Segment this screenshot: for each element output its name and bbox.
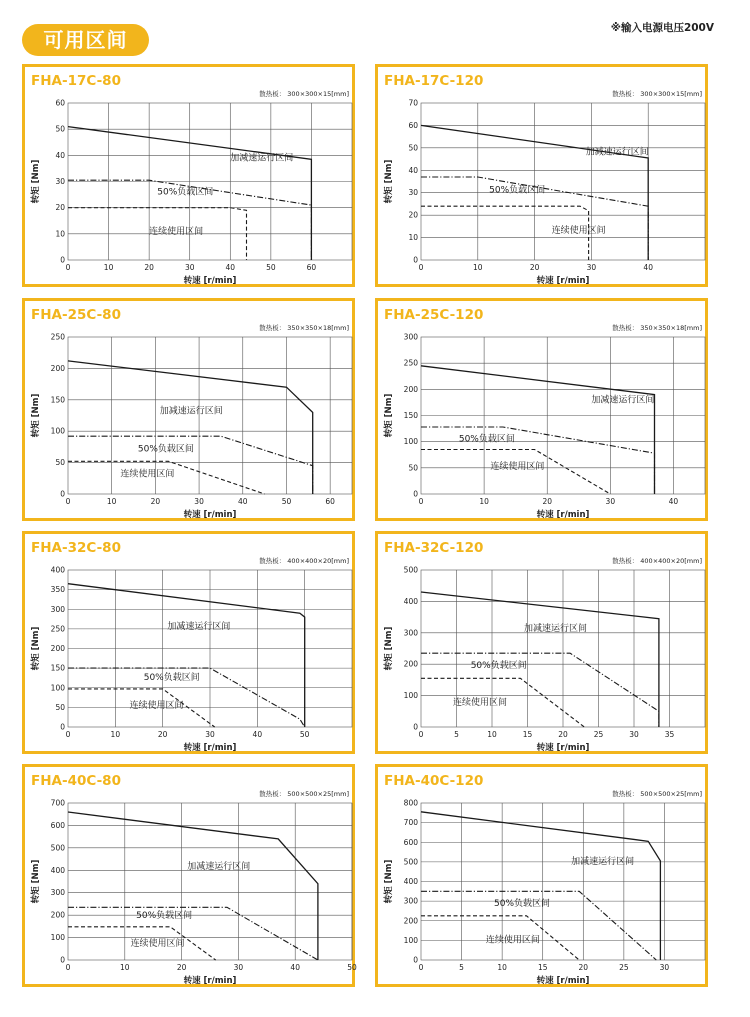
x-tick-label: 40 [668,497,679,506]
y-tick-label: 400 [50,865,65,875]
x-axis-label: 转速 [r/min] [536,276,590,286]
y-tick-label: 300 [50,888,65,898]
voltage-note: ※输入电源电压200V [610,22,714,34]
x-tick-label: 50 [266,263,276,272]
region-label: 连续使用区间 [130,939,185,950]
y-axis-label: 转矩 [Nm] [384,859,394,904]
chart-svg [25,67,358,290]
series-line-solid [421,366,655,494]
y-tick-label: 500 [50,843,65,853]
y-tick-label: 50 [55,458,65,468]
y-tick-label: 50 [408,463,418,473]
y-tick-label: 600 [50,820,65,830]
region-label: 50%负载区间 [143,672,200,683]
x-tick-label: 30 [194,497,204,506]
x-tick-label: 0 [418,963,424,972]
y-tick-label: 250 [50,332,65,342]
x-axis-label: 转速 [r/min] [536,976,590,986]
y-axis-label: 转矩 [Nm] [31,393,41,438]
y-tick-label: 70 [408,98,418,108]
y-tick-label: 250 [403,358,418,368]
x-tick-label: 50 [299,730,310,739]
region-label: 加减速运行区间 [159,406,223,417]
y-tick-label: 400 [403,877,418,886]
series-line-dashdot [421,427,655,494]
y-tick-label: 0 [60,489,65,499]
region-label: 连续使用区间 [490,461,545,472]
y-tick-label: 600 [403,837,418,847]
y-tick-label: 30 [55,177,65,186]
x-tick-label: 15 [537,963,548,972]
x-tick-label: 30 [205,730,215,739]
x-axis-label: 转速 [r/min] [183,743,237,753]
y-tick-label: 100 [50,683,65,693]
y-tick-label: 150 [403,411,418,420]
y-tick-label: 150 [50,663,65,673]
x-tick-label: 40 [237,497,248,506]
x-tick-label: 30 [659,963,670,972]
chart-panel-7 [375,764,708,987]
x-tick-label: 40 [290,963,300,972]
y-tick-label: 100 [403,437,418,447]
plot-frame [421,103,705,260]
region-label: 50%负载区间 [489,185,546,196]
y-tick-label: 200 [403,659,418,669]
y-axis-label: 转矩 [Nm] [31,159,41,204]
y-axis-label: 转矩 [Nm] [384,393,394,438]
y-tick-label: 350 [50,585,65,595]
chart-panel-4 [22,531,355,754]
x-tick-label: 30 [605,497,616,506]
x-tick-label: 0 [418,730,424,739]
x-tick-label: 10 [110,730,121,739]
heatsink-note: 散热板： 500×500×25[mm] [259,790,349,798]
chart-title: FHA-40C-120 [384,773,484,789]
x-tick-label: 5 [454,730,459,739]
y-tick-label: 20 [408,210,418,220]
y-tick-label: 20 [55,203,65,213]
x-tick-label: 40 [643,263,653,272]
y-tick-label: 40 [408,165,418,175]
x-tick-label: 20 [176,963,187,972]
y-axis-label: 转矩 [Nm] [384,159,394,204]
x-tick-label: 20 [157,730,168,739]
x-tick-label: 20 [578,963,589,972]
y-tick-label: 200 [403,916,418,926]
x-tick-label: 5 [459,963,464,972]
region-label: 50%负载区间 [458,434,515,445]
region-label: 连续使用区间 [551,226,606,237]
chart-panel-5 [375,531,708,754]
y-tick-label: 50 [55,702,65,712]
chart-panel-2 [22,298,355,521]
y-tick-label: 60 [55,98,65,108]
y-tick-label: 800 [403,798,418,808]
heatsink-note: 散热板： 350×350×18[mm] [259,324,349,332]
chart-svg [378,67,711,290]
chart-svg [25,767,358,990]
y-tick-label: 0 [413,489,418,499]
y-tick-label: 200 [50,644,65,653]
chart-title: FHA-17C-120 [384,73,484,89]
region-label: 50%负载区间 [470,660,527,671]
x-tick-label: 30 [233,963,244,972]
y-tick-label: 100 [50,426,65,436]
x-tick-label: 25 [619,963,629,972]
x-tick-label: 40 [225,263,236,272]
region-label: 50%负载区间 [494,899,551,910]
region-label: 连续使用区间 [149,226,204,237]
chart-title: FHA-17C-80 [31,73,121,89]
y-tick-label: 200 [50,910,65,920]
region-label: 连续使用区间 [129,701,184,712]
x-tick-label: 30 [184,263,195,272]
x-tick-label: 10 [487,730,497,739]
region-label: 连续使用区间 [485,935,540,946]
region-label: 连续使用区间 [452,698,507,709]
y-tick-label: 50 [55,124,65,134]
region-label: 加减速运行区间 [167,621,231,632]
y-tick-label: 400 [403,596,418,606]
x-tick-label: 40 [252,730,263,739]
y-tick-label: 500 [403,857,418,867]
y-axis-label: 转矩 [Nm] [384,626,394,671]
x-tick-label: 30 [629,730,639,739]
y-tick-label: 200 [403,384,418,394]
y-tick-label: 300 [50,604,65,614]
region-label: 加减速运行区间 [523,624,587,635]
x-tick-label: 20 [542,497,552,506]
x-tick-label: 10 [497,963,507,972]
x-axis-label: 转速 [r/min] [536,743,590,753]
y-tick-label: 0 [413,955,418,965]
series-line-solid [421,812,660,960]
series-line-solid [68,584,305,727]
x-tick-label: 0 [65,963,71,972]
y-tick-label: 0 [413,722,418,732]
heatsink-note: 散热板： 500×500×25[mm] [612,790,702,798]
region-label: 加减速运行区间 [230,153,294,164]
y-tick-label: 100 [403,935,418,945]
y-tick-label: 700 [403,818,418,828]
chart-title: FHA-40C-80 [31,773,121,789]
x-tick-label: 10 [120,963,130,972]
y-tick-label: 0 [60,955,65,965]
x-tick-label: 10 [106,497,117,506]
y-axis-label: 转矩 [Nm] [31,859,41,904]
region-label: 加减速运行区间 [585,147,649,158]
chart-panel-3 [375,298,708,521]
y-tick-label: 0 [413,255,418,265]
chart-title: FHA-32C-120 [384,540,484,556]
plot-frame [68,803,352,960]
y-tick-label: 300 [403,896,418,906]
chart-title: FHA-32C-80 [31,540,121,556]
x-tick-label: 15 [522,730,533,739]
x-tick-label: 60 [306,263,317,272]
x-tick-label: 35 [664,730,675,739]
y-axis-label: 转矩 [Nm] [31,626,41,671]
region-label: 50%负载区间 [157,187,214,198]
y-tick-label: 300 [403,332,418,342]
x-tick-label: 20 [144,263,154,272]
y-tick-label: 50 [408,143,418,153]
y-tick-label: 200 [50,363,65,373]
region-label: 50%负载区间 [136,910,193,921]
chart-svg [25,534,358,757]
heatsink-note: 散热板： 300×300×15[mm] [259,90,349,98]
page-title: 可用区间 [22,24,149,56]
chart-title: FHA-25C-120 [384,307,484,323]
x-tick-label: 50 [281,497,292,506]
x-tick-label: 0 [65,730,71,739]
heatsink-note: 散热板： 300×300×15[mm] [612,90,702,98]
x-axis-label: 转速 [r/min] [183,276,237,286]
region-label: 50%负载区间 [137,444,194,455]
heatsink-note: 散热板： 400×400×20[mm] [612,557,702,565]
y-tick-label: 250 [50,624,65,634]
x-tick-label: 0 [65,497,71,506]
y-tick-label: 300 [403,628,418,638]
region-label: 加减速运行区间 [591,395,655,406]
x-tick-label: 0 [65,263,71,272]
chart-svg [378,301,711,524]
chart-svg [25,301,358,524]
x-tick-label: 0 [418,263,424,272]
x-axis-label: 转速 [r/min] [536,510,590,520]
x-tick-label: 10 [473,263,483,272]
x-tick-label: 50 [347,963,357,972]
series-line-solid [68,361,313,494]
heatsink-note: 散热板： 350×350×18[mm] [612,324,702,332]
y-tick-label: 0 [60,255,65,265]
y-tick-label: 0 [60,722,65,732]
x-axis-label: 转速 [r/min] [183,976,237,986]
region-label: 连续使用区间 [120,469,175,480]
chart-panel-6 [22,764,355,987]
chart-title: FHA-25C-80 [31,307,121,323]
heatsink-note: 散热板： 400×400×20[mm] [259,557,349,565]
region-label: 加减速运行区间 [571,856,635,867]
y-tick-label: 60 [408,120,418,130]
y-tick-label: 700 [50,798,65,808]
y-tick-label: 10 [55,229,65,239]
region-label: 加减速运行区间 [187,862,251,873]
y-tick-label: 400 [50,565,65,575]
x-tick-label: 10 [103,263,114,272]
y-tick-label: 500 [403,565,418,575]
y-tick-label: 150 [50,395,65,405]
x-tick-label: 25 [593,730,604,739]
chart-panel-1 [375,64,708,287]
chart-svg [378,534,711,757]
x-tick-label: 10 [479,497,489,506]
y-tick-label: 10 [408,233,418,243]
y-tick-label: 100 [403,691,418,701]
y-tick-label: 100 [50,933,65,943]
x-tick-label: 0 [418,497,424,506]
x-tick-label: 20 [529,263,540,272]
x-tick-label: 30 [586,263,597,272]
chart-svg [378,767,711,990]
x-tick-label: 20 [150,497,161,506]
y-tick-label: 40 [55,150,65,160]
y-tick-label: 30 [408,188,418,198]
chart-panel-0 [22,64,355,287]
x-tick-label: 60 [325,497,335,506]
x-axis-label: 转速 [r/min] [183,510,237,520]
x-tick-label: 20 [558,730,568,739]
